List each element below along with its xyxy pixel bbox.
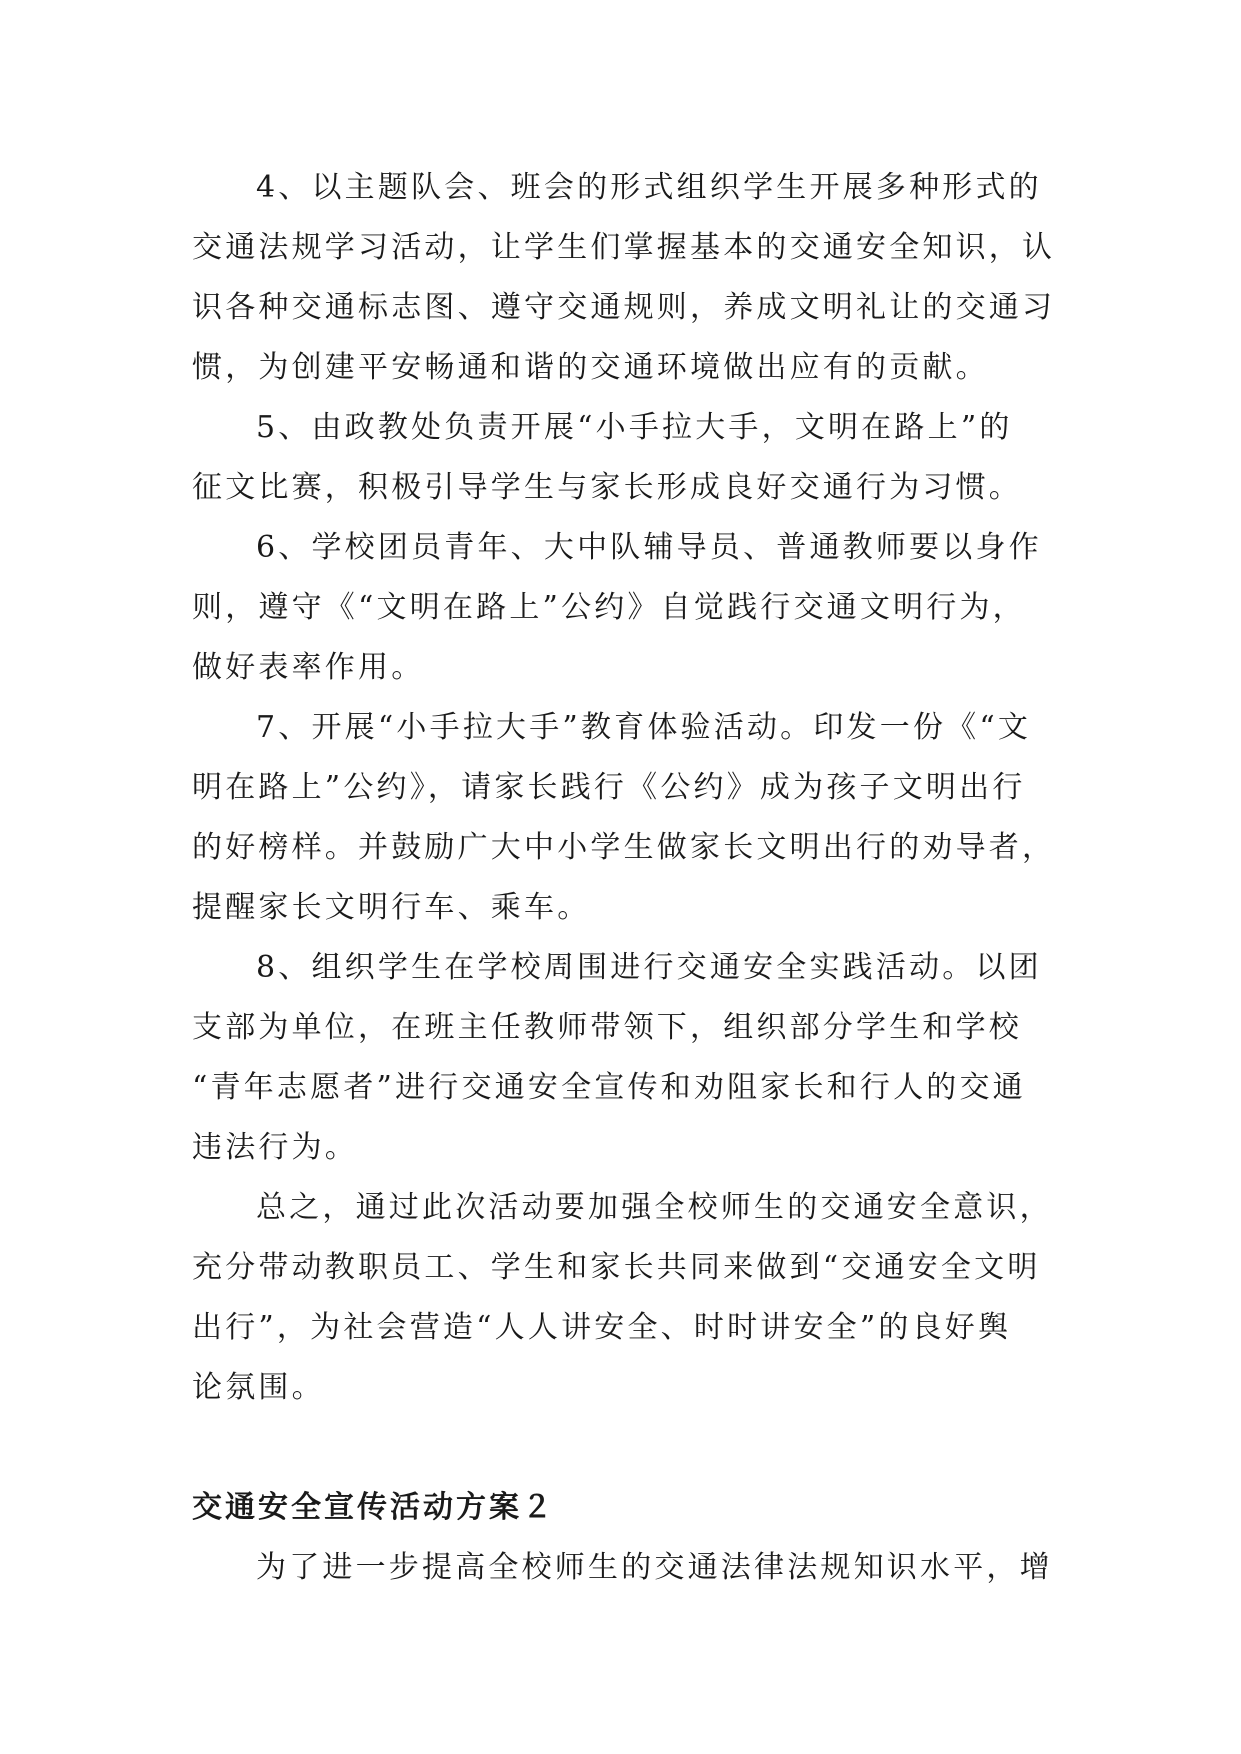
text-line: 提醒家长文明行车、乘车。 — [192, 890, 591, 925]
text-line: 为了进一步提高全校师生的交通法律法规知识水平，增 — [256, 1550, 1053, 1585]
section-heading: 交通安全宣传活动方案２ — [192, 1490, 555, 1525]
paragraph-item-8 — [192, 938, 1052, 1178]
paragraph-intro — [192, 1538, 1052, 1598]
paragraph-item-5 — [192, 398, 1052, 518]
text-line: 总之，通过此次活动要加强全校师生的交通安全意识， — [256, 1190, 1053, 1225]
text-line: 论氛围。 — [192, 1370, 325, 1405]
text-line: 识各种交通标志图、遵守交通规则，养成文明礼让的交通习 — [192, 290, 1056, 325]
text-line: 惯，为创建平安畅通和谐的交通环境做出应有的贡献。 — [192, 350, 989, 385]
text-line: 则，遵守《“文明在路上”公约》自觉践行交通文明行为， — [192, 590, 1026, 625]
text-line: 充分带动教职员工、学生和家长共同来做到“交通安全文明 — [192, 1250, 1041, 1285]
document-body — [192, 158, 1056, 1598]
text-line: 4、以主题队会、班会的形式组织学生开展多种形式的 — [256, 170, 1042, 205]
text-line: 做好表率作用。 — [192, 650, 425, 685]
text-line: 支部为单位，在班主任教师带领下，组织部分学生和学校 — [192, 1010, 1022, 1045]
text-line: 5、由政教处负责开展“小手拉大手，文明在路上”的 — [256, 410, 1013, 445]
text-line: “青年志愿者”进行交通安全宣传和劝阻家长和行人的交通 — [192, 1070, 1026, 1105]
text-line: 交通法规学习活动，让学生们掌握基本的交通安全知识，认 — [192, 230, 1056, 265]
text-line: 7、开展“小手拉大手”教育体验活动。印发一份《“文 — [256, 710, 1032, 745]
text-line: 征文比赛，积极引导学生与家长形成良好交通行为习惯。 — [192, 470, 1022, 505]
text-line: 违法行为。 — [192, 1130, 358, 1165]
paragraph-item-6 — [192, 518, 1052, 698]
text-line: 出行”，为社会营造“人人讲安全、时时讲安全”的良好舆 — [192, 1310, 1012, 1345]
paragraph-summary — [192, 1178, 1052, 1418]
paragraph-item-4 — [192, 158, 1056, 398]
paragraph-item-7 — [192, 698, 1056, 938]
text-line: 的好榜样。并鼓励广大中小学生做家长文明出行的劝导者， — [192, 830, 1056, 865]
text-line: 6、学校团员青年、大中队辅导员、普通教师要以身作 — [256, 530, 1042, 565]
text-line: 8、组织学生在学校周围进行交通安全实践活动。以团 — [256, 950, 1042, 985]
text-line: 明在路上”公约》，请家长践行《公约》成为孩子文明出行 — [192, 770, 1026, 805]
